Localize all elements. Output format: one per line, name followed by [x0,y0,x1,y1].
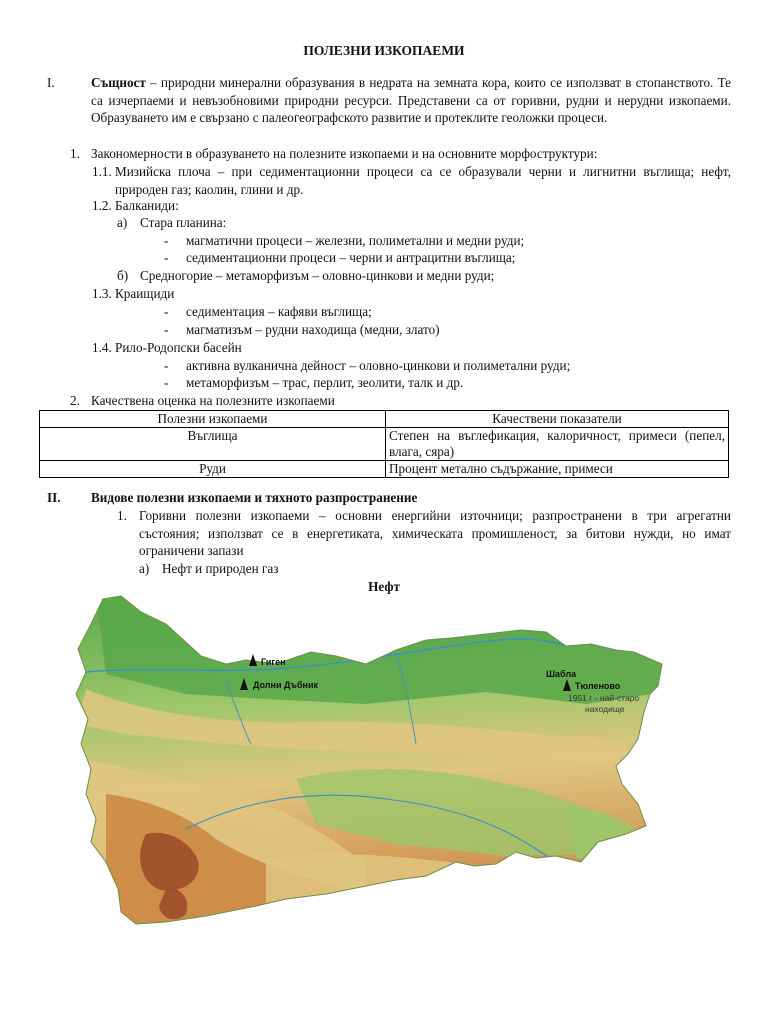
dash-marker: - [164,250,169,265]
map-relief [66,594,736,929]
item-1-3-dash-1: седиментация – кафяви въглища; [186,304,372,319]
section-2-heading: Видове полезни изкопаеми и тяхното разпространение [91,490,418,505]
item-a-dash-1: магматични процеси – железни, полиметални и медни руди; [186,233,525,248]
point-1-text: Закономерности в образуването на полезните изкопаеми и на основните морфоструктури: [91,146,598,161]
table-row [40,428,729,461]
label-tyulenovo: Тюленово [575,681,621,691]
item-a-dash-2: седиментационни процеси – черни и антрацитни въглища; [186,250,516,265]
table-cell: Въглища [40,428,386,461]
item-b-text: Средногорие – метаморфизъм – оловно-цинкови и медни руди; [140,268,495,283]
item-1-4-dash-1: активна вулканична дейност – оловно-цинкови и полиметални руди; [186,358,571,373]
item-1-3-number: 1.3. [92,286,112,301]
table-cell: Степен на въглефикация, калоричност, примеси (пепел, влага, сяра) [386,428,729,461]
point-1-number: 1. [70,146,80,161]
table-row [40,461,729,478]
item-1-1-text: Мизийска плоча – при седиментационни процеси са се образували черни и лигнитни въглища; нефт, природен газ; каолин, глини и др. [115,164,731,197]
s2-item-a-text: Нефт и природен газ [162,561,279,576]
item-1-3-dash-2: магматизъм – рудни находища (медни, злато) [186,322,440,337]
bulgaria-oil-map [66,594,736,929]
table-cell: Руди [40,461,386,478]
dash-marker: - [164,233,169,248]
section-1-paragraph [91,74,731,127]
item-1-4-number: 1.4. [92,340,112,355]
item-a-marker: а) [117,215,128,230]
item-1-2-text: Балканиди: [115,198,179,213]
item-1-2-number: 1.2. [92,198,112,213]
oil-derrick-icon [249,654,257,666]
s2-point-1-text: Горивни полезни изкопаеми – основни енергийни източници; разпространени в три агрегатни състояния; използват се в енергетиката, химическата промишленост, за битови нужди, но имат ограничени запази [139,508,731,558]
item-1-4-dash-2: метаморфизъм – трас, перлит, зеолити, талк и др. [186,375,464,390]
item-1-4-text: Рило-Родопски басейн [115,340,242,355]
table-cell: Процент метално съдържание, примеси [386,461,729,478]
label-dolni-dabnik: Долни Дъбник [253,680,318,690]
section-1-text: – природни минерални образувания в недрата на земната кора, които се използват в стопанството. Те са изчерпаеми и невъзобновими природни ресурси. Представени са от горивни, рудни и нерудни изкопаеми. Образуването им е свързано с палеогеографското развитие и протеклите геоложки процеси. [91,75,731,125]
oil-marker-gigen [249,654,286,667]
point-2-text: Качествена оценка на полезните изкопаеми [91,393,335,408]
label-shabla: Шабла [546,669,577,679]
point-2-number: 2. [70,393,80,408]
dash-marker: - [164,358,169,373]
map-title: Нефт [368,579,400,594]
section-1-lead: Същност [91,75,146,90]
note-oldest-deposit-line1: 1951 г - най-старо [568,693,640,703]
table-header-cell: Полезни изкопаеми [40,411,386,428]
section-2-number: II. [47,490,61,505]
table-header-cell: Качествени показатели [386,411,729,428]
section-1-number: I. [47,75,55,90]
dash-marker: - [164,375,169,390]
dash-marker: - [164,322,169,337]
item-1-3-text: Краищиди [115,286,175,301]
dash-marker: - [164,304,169,319]
item-b-marker: б) [117,268,129,283]
note-oldest-deposit-line2: находище [585,704,625,714]
quality-table [39,410,729,478]
page-title: ПОЛЕЗНИ ИЗКОПАЕМИ [303,43,465,58]
s2-item-a-marker: а) [139,561,150,576]
table-header-row [40,411,729,428]
item-a-text: Стара планина: [140,215,227,230]
item-1-1-number: 1.1. [92,164,112,179]
s2-point-1-number: 1. [117,508,127,523]
label-gigen: Гиген [261,657,286,667]
